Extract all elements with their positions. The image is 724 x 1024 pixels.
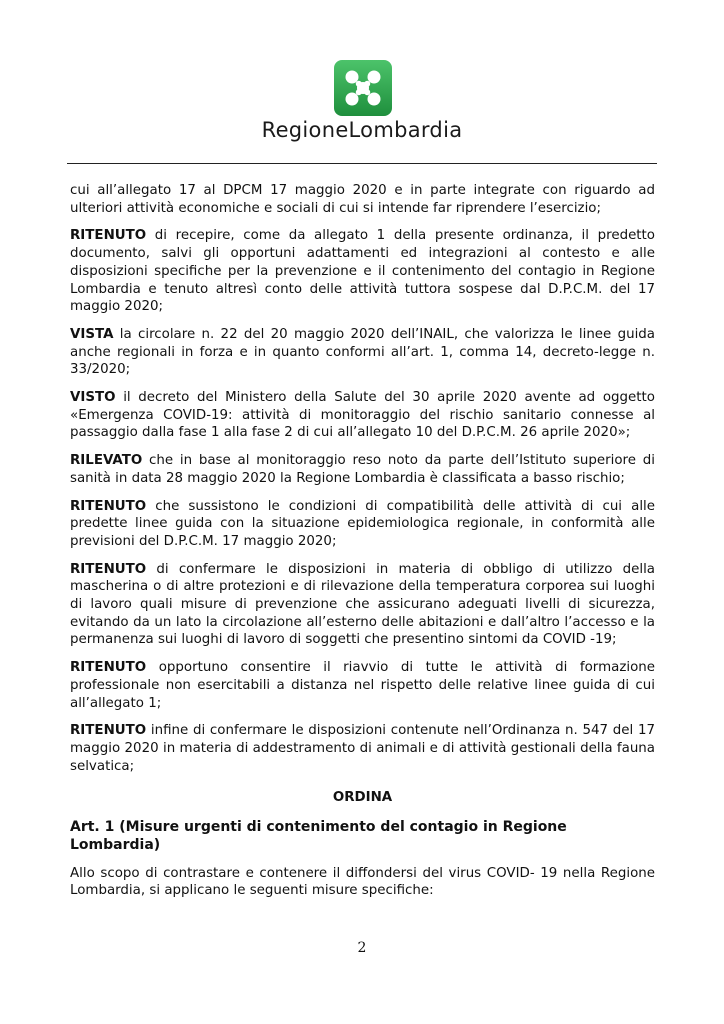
paragraph-lead: RILEVATO xyxy=(70,453,143,469)
paragraph xyxy=(70,227,655,316)
paragraph xyxy=(70,659,655,712)
logo-wordmark: RegioneLombardia xyxy=(261,118,463,142)
paragraph-lead: RITENUTO xyxy=(70,723,147,739)
paragraph-text: infine di confermare le disposizioni contenute nell’Ordinanza n. 547 del 17 maggio 2020 in materia di addestramento di animali e di attività gestionali della fauna selvatica; xyxy=(70,723,655,774)
article-title: Art. 1 (Misure urgenti di contenimento del contagio in Regione Lombardia) xyxy=(70,819,567,853)
paragraph xyxy=(70,561,655,650)
paragraph xyxy=(70,182,655,217)
paragraph xyxy=(70,498,655,551)
paragraph xyxy=(70,722,655,775)
header-divider xyxy=(67,163,657,164)
document-body xyxy=(70,182,655,910)
paragraph-lead: RITENUTO xyxy=(70,228,147,244)
regione-lombardia-logo-icon xyxy=(334,60,392,116)
paragraph-text: di confermare le disposizioni in materia di obbligo di utilizzo della mascherina o di altre protezioni e di rilevazione della temperatura corporea sui luoghi di lavoro quali misure di prevenzione che assicurano adeguati livelli di sicurezza, evitando da un lato la circolazione all’esterno delle abitazioni e dall’altro l’accesso e la permanenza sui luoghi di lavoro di soggetti che presentino sintomi da COVID -19; xyxy=(70,561,655,648)
paragraph-lead: VISTA xyxy=(70,326,114,342)
paragraph-text: cui all’allegato 17 al DPCM 17 maggio 2020 e in parte integrate con riguardo ad ulteriori attività economiche e sociali di cui si intende far riprendere l’esercizio; xyxy=(70,183,655,216)
paragraph-lead: RITENUTO xyxy=(70,660,147,676)
paragraph xyxy=(70,452,655,487)
ordina-heading: ORDINA xyxy=(332,790,393,806)
document-header xyxy=(0,0,724,165)
paragraph-text: la circolare n. 22 del 20 maggio 2020 dell’INAIL, che valorizza le linee guida anche regionali in forza e in quanto conformi all’art. 1, comma 14, decreto-legge n. 33/2020; xyxy=(70,326,655,378)
paragraph-text: che sussistono le condizioni di compatibilità delle attività di cui alle predette linee guida con la situazione epidemiologica regionale, in conformità alle previsioni del D.P.C.M. 17 maggio 2020; xyxy=(70,498,655,549)
paragraph-lead: RITENUTO xyxy=(70,561,147,577)
paragraph-text: che in base al monitoraggio reso noto da parte dell’Istituto superiore di sanità in data 28 maggio 2020 la Regione Lombardia è classificata a basso rischio; xyxy=(70,453,655,486)
page-number: 2 xyxy=(357,940,367,956)
paragraph xyxy=(70,326,655,379)
paragraph-lead: VISTO xyxy=(70,390,116,406)
paragraph-text: di recepire, come da allegato 1 della presente ordinanza, il predetto documento, salvi gli opportuni adattamenti ed integrazioni al contesto e alle disposizioni specifiche per la prevenzione e il contenimento del contagio in Regione Lombardia e tenuto altresì conto delle attività tuttora sospese dal D.P.C.M. del 17 maggio 2020; xyxy=(70,228,655,315)
paragraph xyxy=(70,389,655,442)
paragraph-text: il decreto del Ministero della Salute del 30 aprile 2020 avente ad oggetto «Emergenza COVID-19: attività di monitoraggio del rischio sanitario connesse al passaggio dalla fase 1 alla fase 2 di cui all’allegato 10 del D.P.C.M. 26 aprile 2020»; xyxy=(70,390,655,441)
article-body: Allo scopo di contrastare e contenere il diffondersi del virus COVID- 19 nella Regione Lombardia, si applicano le seguenti misure specifiche: xyxy=(70,865,655,899)
paragraph-lead: RITENUTO xyxy=(70,498,147,514)
paragraph-text: opportuno consentire il riavvio di tutte le attività di formazione professionale non esercitabili a distanza nel rispetto delle relative linee guida di cui all’allegato 1; xyxy=(70,660,655,711)
